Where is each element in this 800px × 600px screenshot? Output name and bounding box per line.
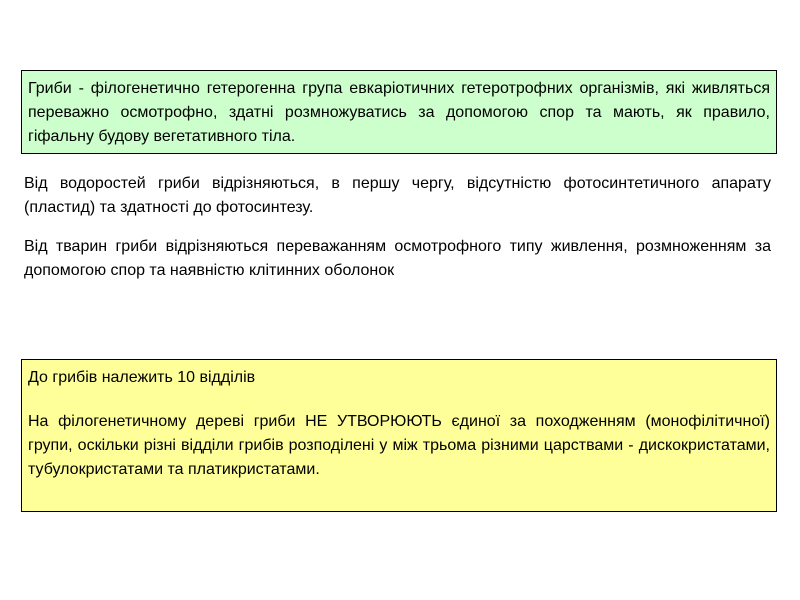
definition-text: Гриби - філогенетично гетерогенна група евкаріотичних гетеротрофних організмів, які живляться переважно осмотрофно, здатні розмножуватись за допомогою спор та мають, як правило, гіфальну будову вегетативного тіла. xyxy=(28,80,770,145)
definition-box xyxy=(21,70,777,154)
phylogeny-text: На філогенетичному дереві гриби НЕ УТВОРЮЮТЬ єдиної за походженням (монофілітичної) групи, оскільки різні відділи грибів розподілені у між трьома різними царствами - дискокристатами, тубулокристатами та платикристатами. xyxy=(28,413,770,478)
note-box xyxy=(21,359,777,512)
difference-from-animals: Від тварин гриби відрізняються переважанням осмотрофного типу живлення, розмноженням за допомогою спор та наявністю клітинних оболонок xyxy=(24,238,771,279)
spacer xyxy=(28,390,770,410)
difference-from-algae: Від водоростей гриби відрізняються, в першу чергу, відсутністю фотосинтетичного апарату (пластид) та здатності до фотосинтезу. xyxy=(24,175,771,216)
divisions-text: До грибів належить 10 відділів xyxy=(28,369,256,386)
